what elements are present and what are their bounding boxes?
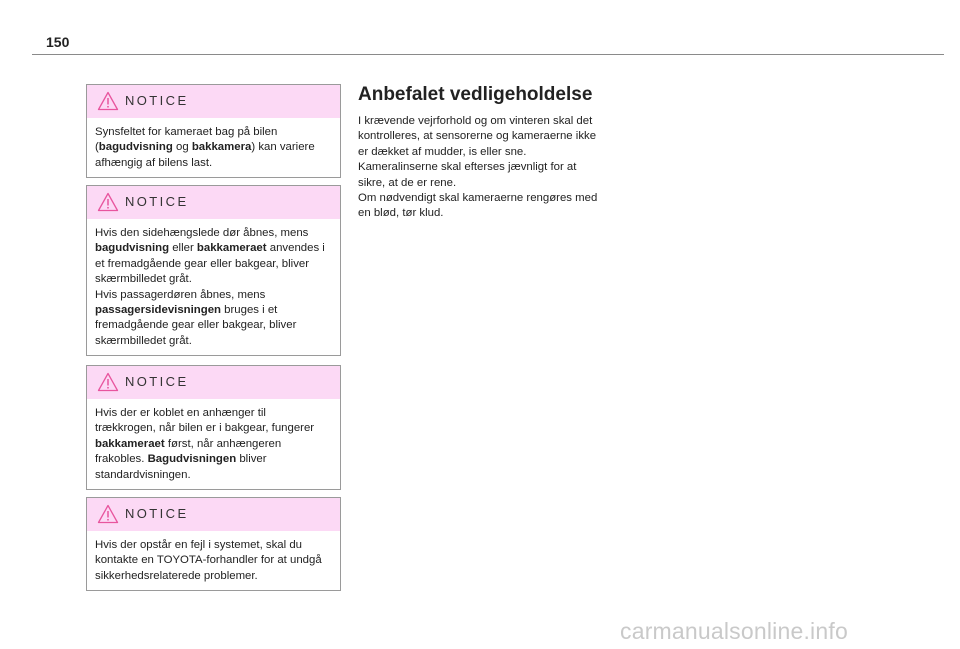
text-run: standardvisningen.: [95, 468, 191, 481]
notice-header: [87, 186, 340, 219]
text-run: ) kan variere: [251, 141, 315, 154]
notice-header: [87, 498, 340, 531]
text-line: [95, 406, 332, 421]
notice-body: [87, 118, 340, 177]
text-line: er dækket af mudder, is eller sne.: [358, 145, 527, 158]
text-line: [95, 437, 332, 452]
text-run: skærmbilledet gråt.: [95, 273, 192, 286]
text-line: I krævende vejrforhold og om vinteren skal det: [358, 115, 593, 127]
notice-body: [87, 219, 340, 355]
bold-term: bagudvisning: [95, 242, 170, 255]
page-number: 150: [46, 34, 70, 50]
text-run: Hvis der opstår en fejl i systemet, skal du: [95, 539, 303, 551]
notice-box: [86, 84, 341, 178]
text-line: [95, 452, 332, 467]
text-run: et fremadgående gear eller bakgear, bliver: [95, 257, 310, 270]
notice-box: [86, 365, 341, 490]
text-line: [95, 569, 332, 584]
text-run: Synsfeltet for kameraet bag på bilen: [95, 126, 278, 138]
text-run: bliver: [236, 453, 267, 466]
notice-header: [87, 366, 340, 399]
warning-triangle-icon: [97, 91, 119, 111]
text-run: anvendes i: [266, 242, 325, 255]
text-run: afhængig af bilens last.: [95, 156, 213, 169]
text-run: først, når anhængeren: [164, 437, 282, 450]
text-run: og: [172, 141, 192, 154]
warning-triangle-icon: [97, 372, 119, 392]
text-line: [95, 125, 332, 140]
text-line: [95, 318, 332, 333]
notice-title: NOTICE: [125, 93, 189, 108]
text-line: [95, 140, 332, 155]
text-line: [95, 538, 332, 553]
warning-triangle-icon: [97, 504, 119, 524]
maintenance-section: [358, 84, 618, 222]
text-line: [95, 241, 332, 256]
text-run: sikkerhedsrelaterede problemer.: [95, 569, 258, 582]
text-line: sikre, at de er rene.: [358, 176, 457, 189]
text-run: skærmbilledet gråt.: [95, 334, 192, 347]
text-line: [95, 257, 332, 272]
warning-triangle-icon: [97, 192, 119, 212]
notice-title: NOTICE: [125, 506, 189, 521]
bold-term: passagersidevisningen: [95, 304, 221, 317]
text-run: Hvis passagerdøren åbnes, mens: [95, 288, 266, 301]
text-line: [95, 553, 332, 568]
text-run: bruges i et: [220, 304, 278, 317]
text-line: [95, 156, 332, 171]
text-run: fremadgående gear eller bakgear, bliver: [95, 319, 297, 332]
bold-term: Bagudvisningen: [147, 453, 237, 466]
text-line: [95, 288, 332, 303]
text-run: eller: [169, 242, 197, 255]
section-title: Anbefalet vedligeholdelse: [358, 84, 593, 105]
bold-term: bakkameraet: [196, 242, 267, 255]
notice-body: [87, 399, 340, 489]
text-run: (: [95, 141, 99, 154]
notice-title: NOTICE: [125, 374, 189, 389]
text-line: en blød, tør klud.: [358, 207, 444, 220]
text-run: trækkrogen, når bilen er i bakgear, fungerer: [95, 422, 315, 435]
bold-term: bakkameraet: [95, 437, 165, 450]
notice-box: [86, 185, 341, 356]
text-line: [95, 226, 332, 241]
text-run: Hvis den sidehængslede dør åbnes, mens: [95, 227, 309, 239]
text-line: [95, 334, 332, 349]
text-line: [95, 303, 332, 318]
watermark: carmanualsonline.info: [620, 618, 848, 644]
bold-term: bakkamera: [191, 141, 252, 154]
text-run: frakobles.: [95, 453, 148, 466]
text-line: [95, 421, 332, 436]
bold-term: bagudvisning: [98, 141, 173, 154]
notice-box: [86, 497, 341, 591]
text-run: Hvis der er koblet en anhænger til: [95, 407, 266, 419]
text-line: [95, 468, 332, 483]
section-body: [358, 114, 618, 222]
text-line: kontrolleres, at sensorerne og kameraerne ikke: [358, 130, 597, 143]
header-divider: [32, 54, 944, 55]
text-line: [95, 272, 332, 287]
notice-title: NOTICE: [125, 194, 189, 209]
text-line: Kameralinserne skal efterses jævnligt for at: [358, 161, 577, 174]
text-run: kontakte en TOYOTA-forhandler for at undgå: [95, 554, 322, 567]
notice-body: [87, 531, 340, 590]
text-line: Om nødvendigt skal kameraerne rengøres med: [358, 192, 598, 205]
notice-header: [87, 85, 340, 118]
